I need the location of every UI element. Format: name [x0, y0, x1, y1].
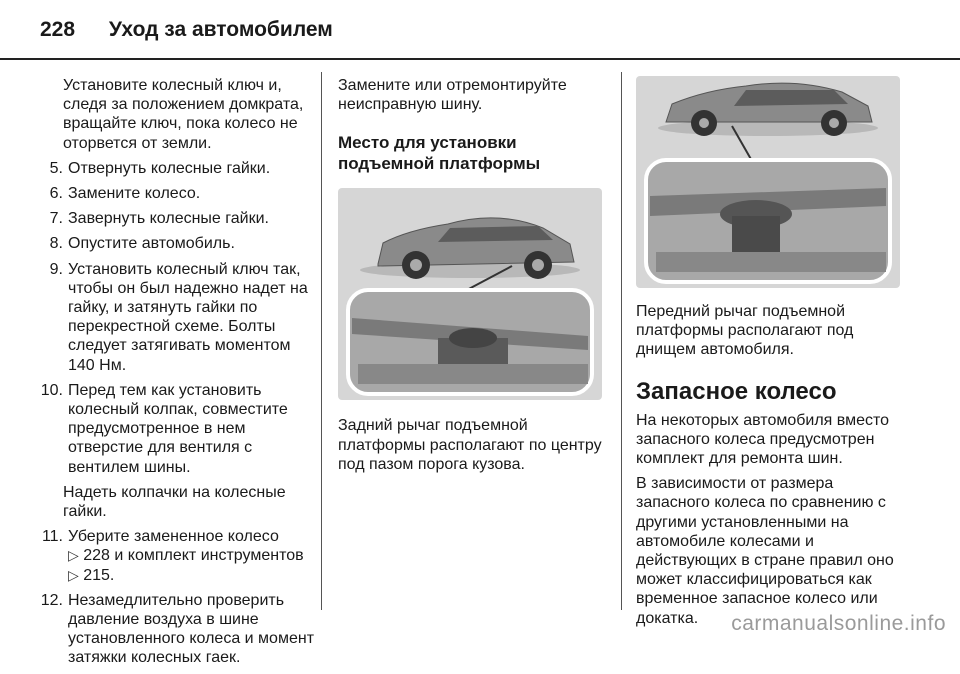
item-text: Замените колесо.: [68, 185, 201, 203]
section-heading: Запасное колесо: [636, 377, 837, 405]
front-lift-point-figure: [636, 76, 900, 288]
page-reference-link[interactable]: 228: [83, 547, 110, 565]
section-heading: Место для установки подъемной платформы: [338, 133, 541, 174]
item-number: 5.: [49, 159, 63, 177]
spare-wheel-paragraph: На некоторых автомобиля вместо запасного колеса предусмотрен комплект для ремонта шин.: [636, 411, 890, 468]
right-column: [636, 76, 904, 634]
item-number: 9.: [49, 260, 63, 278]
arrow-right-icon: ▷: [68, 566, 79, 583]
item-text-part: и комплект инструментов: [114, 547, 304, 565]
rear-lift-point-figure: [338, 188, 602, 400]
list-item: [36, 159, 314, 178]
item-number: 6.: [49, 185, 63, 203]
item-text: Установить колесный ключ так, чтобы он был надежно надет на гайку, и затянуть гайки по перекрестной схеме. Болты следует затягивать моментом 140 Нм.: [68, 260, 308, 374]
list-item: [36, 260, 314, 375]
figure-caption: Задний рычаг подъемной платформы располагают по центру под пазом порога кузова.: [338, 417, 602, 473]
rear-lift-point-illustration: [338, 188, 602, 400]
header-rule: [0, 58, 960, 60]
list-item: [36, 209, 314, 228]
watermark: carmanualsonline.info: [731, 612, 946, 635]
item-text: [68, 527, 314, 585]
item-number: 12.: [40, 591, 63, 609]
item-text: Перед тем как установить колесный колпак, совместите предусмотренное в нем отверстие для вентиля с вентилем шины.: [68, 381, 288, 476]
front-lift-point-illustration: [636, 76, 900, 288]
item-text: Незамедлительно проверить давление воздуха в шине установленного колеса и момент затяжки колесных гаек.: [68, 591, 315, 667]
intro-paragraph: Установите колесный ключ и, следя за положением домкрата, вращайте ключ, пока колесо не оторвется от земли.: [63, 77, 304, 152]
item-number: 11.: [41, 528, 63, 546]
list-item: [36, 184, 314, 203]
list-item: [36, 591, 314, 668]
list-item: [36, 234, 314, 253]
figure-caption: Передний рычаг подъемной платформы располагают под днищем автомобиля.: [636, 303, 854, 359]
arrow-right-icon: ▷: [68, 547, 79, 564]
page-number: 228: [40, 18, 76, 41]
item-text: Завернуть колесные гайки.: [68, 210, 269, 228]
item-text: Опустите автомобиль.: [68, 235, 235, 253]
item-text: Отвернуть колесные гайки.: [68, 159, 271, 177]
page-header: [40, 18, 333, 42]
item-continuation: Надеть колпачки на колесные гайки.: [63, 483, 286, 521]
left-column: [36, 76, 314, 674]
column-divider-1: [321, 72, 322, 610]
item-number: 8.: [49, 235, 63, 253]
item-text-part: Уберите замененное колесо: [68, 528, 279, 546]
item-number: 7.: [49, 210, 63, 228]
spare-wheel-paragraph: В зависимости от размера запасного колеса по сравнению с другими установленными на автомобиле колесами и действующих в стране правил оно может классифицироваться как временное запасное колесо или докатка.: [636, 475, 894, 627]
middle-column: [338, 76, 604, 480]
list-item: [36, 381, 314, 477]
intro-paragraph: Замените или отремонтируйте неисправную шину.: [338, 77, 567, 114]
column-divider-2: [621, 72, 622, 610]
list-item: [36, 527, 314, 585]
page-reference-link[interactable]: 215.: [83, 566, 115, 584]
page-title: Уход за автомобилем: [108, 18, 333, 41]
item-number: 10.: [40, 381, 63, 399]
